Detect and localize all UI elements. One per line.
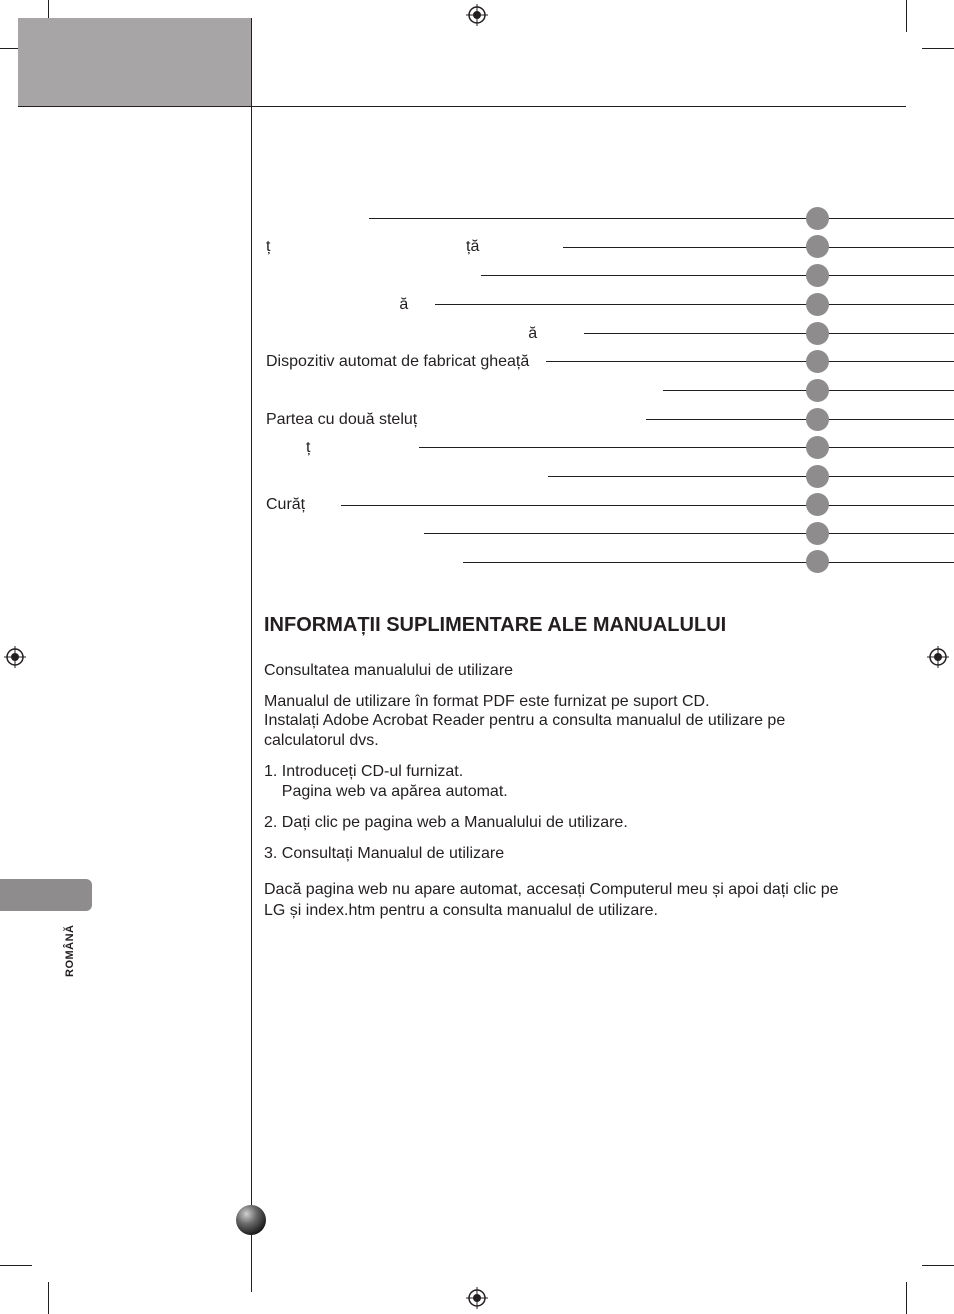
toc-leader-line — [548, 476, 954, 477]
step-item-detail: Pagina web va apărea automat. — [264, 783, 508, 800]
page-number-dot — [806, 350, 829, 373]
registration-mark-icon — [466, 1287, 488, 1309]
toc-row — [265, 322, 954, 348]
margin-rule — [251, 18, 252, 1292]
registration-mark-icon — [927, 646, 949, 668]
step-item: 1. Introduceți CD-ul furnizat. — [264, 763, 464, 780]
step-item: 3. Consultați Manualul de utilizare — [264, 845, 505, 862]
toc-leader-line — [546, 361, 954, 362]
page-number-dot — [806, 550, 829, 573]
note-line: LG și index.htm pentru a consulta manualul de utilizare. — [264, 902, 658, 919]
toc-row — [265, 379, 954, 405]
paragraph-line: Instalați Adobe Acrobat Reader pentru a consulta manualul de utilizare pe — [264, 712, 786, 729]
header-block — [18, 18, 251, 106]
page-number-dot — [806, 293, 829, 316]
page-number-dot — [806, 522, 829, 545]
toc-leader-line — [563, 247, 954, 248]
toc-leader-line — [369, 218, 954, 219]
section-title: INFORMAȚII SUPLIMENTARE ALE MANUALULUI — [264, 614, 727, 636]
toc-row — [265, 465, 954, 491]
crop-mark — [906, 1282, 907, 1314]
crop-mark — [0, 1265, 32, 1266]
page-number-dot — [806, 235, 829, 258]
toc-leader-line — [584, 333, 954, 334]
page-number-dot — [806, 436, 829, 459]
toc-leader-line — [435, 304, 954, 305]
toc-label: ă — [266, 325, 538, 342]
toc-row — [265, 493, 954, 519]
page-number-dot — [806, 465, 829, 488]
toc-row — [265, 522, 954, 548]
toc-leader-line — [424, 533, 954, 534]
section-subtitle: Consultatea manualului de utilizare — [264, 662, 514, 679]
note-line: Dacă pagina web nu apare automat, accesați Computerul meu și apoi dați clic pe — [264, 881, 839, 898]
toc-row — [265, 264, 954, 290]
paragraph-line: calculatorul dvs. — [264, 732, 379, 749]
page-number-ball — [236, 1205, 266, 1235]
toc-label: ț ță — [266, 238, 480, 255]
language-tab — [0, 879, 92, 911]
toc-leader-line — [646, 419, 954, 420]
crop-mark — [48, 1282, 49, 1314]
crop-mark — [922, 48, 954, 49]
toc-label: ă — [266, 296, 409, 313]
toc-row — [265, 408, 954, 434]
toc-label: Partea cu două steluț — [266, 411, 418, 428]
language-label: ROMÂNĂ — [64, 924, 76, 977]
page-number-dot — [806, 264, 829, 287]
toc-row — [265, 235, 954, 261]
toc-leader-line — [419, 447, 954, 448]
step-item: 2. Dați clic pe pagina web a Manualului de utilizare. — [264, 814, 628, 831]
toc-row — [265, 350, 954, 376]
paragraph-line: Manualul de utilizare în format PDF este furnizat pe suport CD. — [264, 693, 710, 710]
toc-label: Curăț — [266, 496, 306, 513]
toc-row — [265, 436, 954, 462]
toc-label: Dispozitiv automat de fabricat gheață — [266, 353, 530, 370]
toc-leader-line — [481, 275, 954, 276]
crop-mark — [906, 0, 907, 32]
crop-mark — [922, 1265, 954, 1266]
toc-row — [265, 293, 954, 319]
page-number-dot — [806, 322, 829, 345]
page-number-dot — [806, 379, 829, 402]
page-number-dot — [806, 408, 829, 431]
toc-leader-line — [463, 562, 954, 563]
registration-mark-icon — [466, 4, 488, 26]
header-rule — [18, 106, 906, 107]
toc-row — [265, 550, 954, 576]
toc-leader-line — [341, 505, 954, 506]
page-number-dot — [806, 493, 829, 516]
toc-row — [265, 207, 954, 233]
registration-mark-icon — [4, 646, 26, 668]
page-number-dot — [806, 207, 829, 230]
toc-label: ț — [266, 439, 311, 456]
